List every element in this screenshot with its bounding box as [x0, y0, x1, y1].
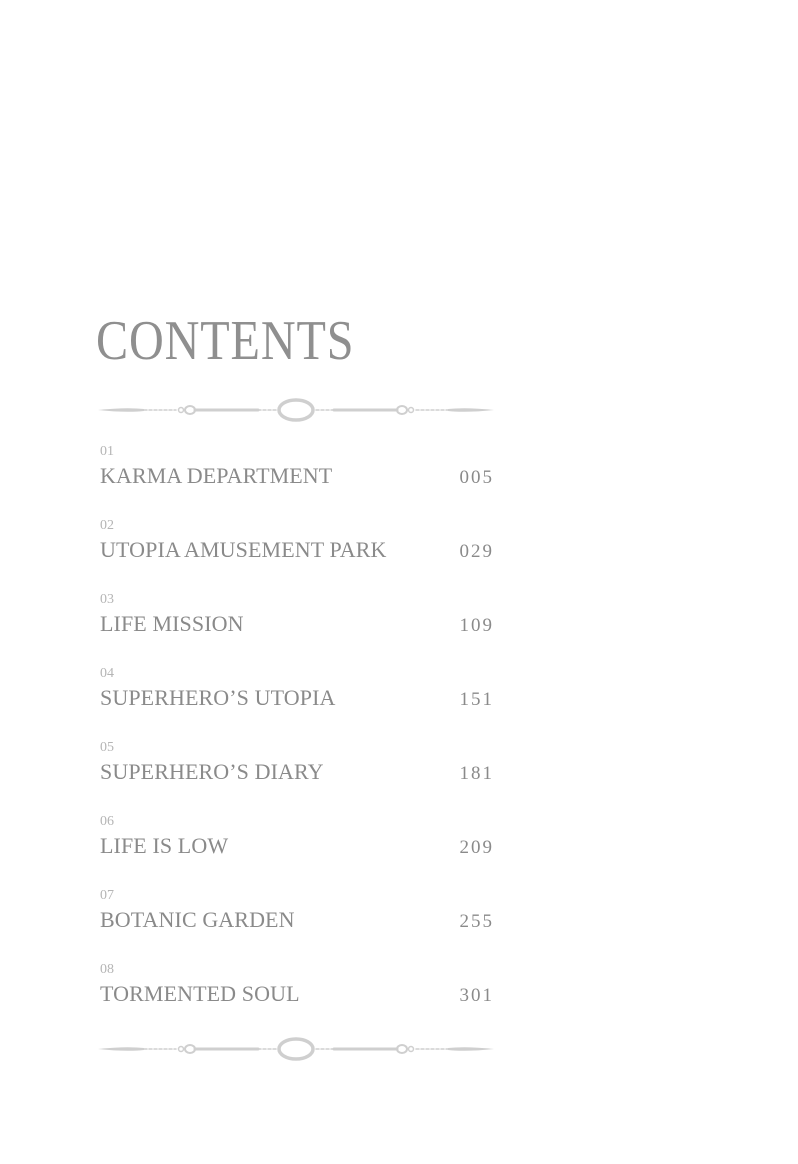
chapter-number: 01: [100, 444, 114, 459]
chapter-number: 07: [100, 888, 114, 903]
contents-entry[interactable]: [100, 443, 496, 517]
chapter-number: 08: [100, 962, 114, 977]
contents-entry[interactable]: [100, 739, 496, 813]
contents-list: [100, 443, 496, 1035]
ornament-divider-bottom: [96, 1036, 496, 1062]
chapter-number: 02: [100, 518, 114, 533]
page-number: 181: [459, 763, 494, 784]
page-number: 151: [459, 689, 494, 710]
contents-entry[interactable]: [100, 813, 496, 887]
page-number: 301: [459, 985, 494, 1006]
contents-entry[interactable]: [100, 665, 496, 739]
chapter-title: UTOPIA AMUSEMENT PARK: [100, 537, 387, 562]
page-number: 005: [459, 467, 494, 488]
chapter-title: SUPERHERO’S DIARY: [100, 759, 324, 784]
chapter-title: LIFE IS LOW: [100, 833, 229, 858]
chapter-number: 05: [100, 740, 114, 755]
contents-entry[interactable]: [100, 887, 496, 961]
chapter-number: 04: [100, 666, 114, 681]
page-number: 255: [459, 911, 494, 932]
chapter-title: TORMENTED SOUL: [100, 981, 300, 1006]
chapter-title: BOTANIC GARDEN: [100, 907, 295, 932]
chapter-title: LIFE MISSION: [100, 611, 244, 636]
contents-entry[interactable]: [100, 591, 496, 665]
page-number: 109: [459, 615, 494, 636]
chapter-number: 03: [100, 592, 114, 607]
contents-entry[interactable]: [100, 961, 496, 1035]
ornament-divider-top: [96, 397, 496, 423]
page-number: 029: [459, 541, 494, 562]
page-number: 209: [459, 837, 494, 858]
chapter-number: 06: [100, 814, 114, 829]
chapter-title: KARMA DEPARTMENT: [100, 463, 333, 488]
contents-entry[interactable]: [100, 517, 496, 591]
page-title: CONTENTS: [96, 310, 355, 372]
chapter-title: SUPERHERO’S UTOPIA: [100, 685, 336, 710]
